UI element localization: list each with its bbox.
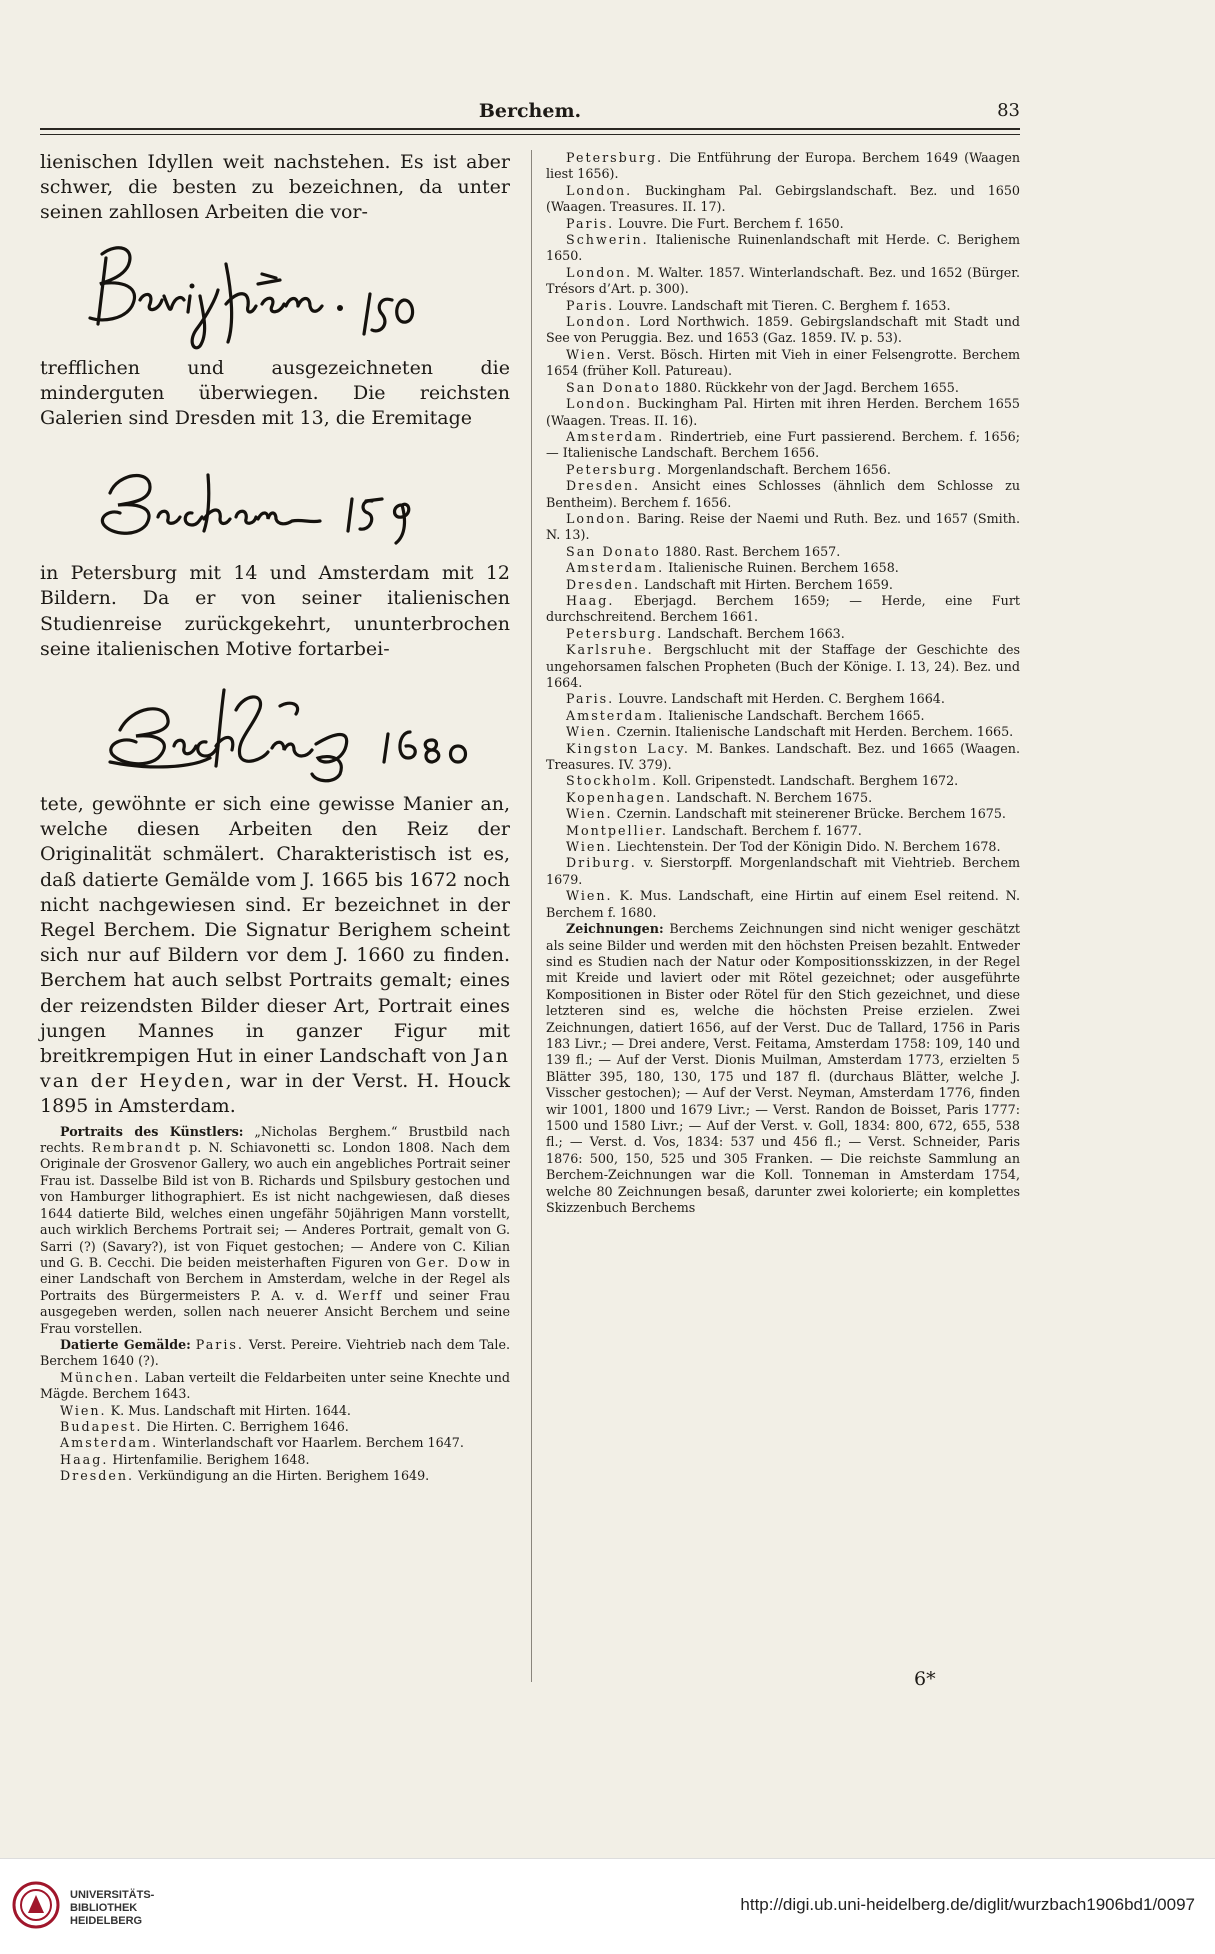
catalog-entry xyxy=(546,855,1020,888)
catalog-entry xyxy=(546,823,1020,839)
entry-text: Buckingham Pal. Hirten mit ihren Herden. Berchem 1655 (Waagen. Treas. II. 16). xyxy=(546,396,1020,428)
signature-berchem-1659 xyxy=(40,439,510,557)
city-name: Wien. xyxy=(566,346,613,362)
catalog-entry xyxy=(546,232,1020,265)
entry-text: Laban verteilt die Feldarbeiten unter seine Knechte und Mägde. Berchem 1643. xyxy=(40,1369,510,1402)
header-title: Berchem. xyxy=(478,100,582,122)
entry-text: K. Mus. Landschaft, eine Hirtin auf einem Esel reitend. N. Berchem f. 1680. xyxy=(546,888,1020,920)
city-name: Stockholm. xyxy=(566,773,659,789)
entry-text: Louvre. Landschaft mit Herden. C. Berghem 1664. xyxy=(614,691,945,707)
catalog-entry xyxy=(546,544,1020,560)
signature-drawing xyxy=(40,670,510,788)
catalog-entry xyxy=(546,806,1020,822)
city-name: Schwerin. xyxy=(566,232,649,248)
entry-text: Eberjagd. Berchem 1659; — Herde, eine Furt durchschreitend. Berchem 1661. xyxy=(546,592,1020,625)
city-name: Kopenhagen. xyxy=(566,789,673,805)
column-divider xyxy=(531,150,532,1682)
library-name xyxy=(70,1889,154,1928)
catalog-entry xyxy=(546,741,1020,774)
section-heading: Portraits des Künstlers: xyxy=(60,1123,244,1139)
catalog-entry xyxy=(546,511,1020,544)
catalog-entry xyxy=(546,708,1020,724)
city-name: Wien. xyxy=(566,806,613,822)
catalog-entry xyxy=(546,150,1020,183)
catalog-entry xyxy=(546,216,1020,232)
catalog-entry xyxy=(40,1370,510,1403)
city-name: Montpellier. xyxy=(566,822,668,838)
city-name: Dresden. xyxy=(60,1468,135,1484)
catalog-entry xyxy=(546,773,1020,789)
city-name: Paris. xyxy=(195,1336,244,1352)
artist-name: Ger. Dow xyxy=(416,1254,493,1270)
entry-text: Landschaft. N. Berchem 1675. xyxy=(672,789,873,805)
entry-text: Ansicht eines Schlosses (ähnlich dem Schlosse zu Bentheim). Berchem f. 1656. xyxy=(546,478,1020,510)
city-name: Haag. xyxy=(60,1451,109,1467)
catalog-entry xyxy=(546,298,1020,314)
entry-text: Baring. Reise der Naemi und Ruth. Bez. und 1657 (Smith. N. 13). xyxy=(546,510,1020,543)
catalog-entry xyxy=(546,314,1020,347)
catalog-entry xyxy=(546,347,1020,380)
signature-drawing xyxy=(40,439,510,557)
city-name: London. xyxy=(566,182,633,198)
text-run: und seiner Frau ausgegeben werden, sollen nach neuerer Ansicht Berchem und seine Frau vorstellen. xyxy=(40,1287,510,1336)
city-name: München. xyxy=(60,1369,141,1385)
drawings-section xyxy=(546,921,1020,1216)
catalog-entry xyxy=(546,691,1020,707)
city-name: Dresden. xyxy=(566,576,641,592)
entry-text: v. Sierstorpff. Morgenlandschaft mit Viehtrieb. Berchem 1679. xyxy=(546,855,1020,887)
sheet-signature-mark: 6* xyxy=(914,1668,936,1690)
catalog-entry xyxy=(40,1419,510,1435)
header-rule-thin xyxy=(40,134,1020,135)
city-name: London. xyxy=(566,264,633,280)
city-name: Petersburg. xyxy=(566,461,664,477)
catalog-entry xyxy=(546,888,1020,921)
paragraph: trefflichen und ausgezeichneten die minderguten überwiegen. Die reichsten Galerien sind Dresden mit 13, die Eremitage xyxy=(40,356,510,430)
entry-text: M. Bankes. Landschaft. Bez. und 1665 (Waagen. Treasures. IV. 379). xyxy=(546,740,1020,773)
catalog-entry xyxy=(40,1403,510,1419)
city-name: Amsterdam. xyxy=(566,428,665,444)
entry-text: Verkündigung an die Hirten. Berighem 1649. xyxy=(134,1468,430,1484)
city-name: Paris. xyxy=(566,691,615,707)
city-name: Amsterdam. xyxy=(60,1435,159,1451)
catalog-entry xyxy=(546,790,1020,806)
text-run: in einer Landschaft von Berchem in Amsterdam, welche in der Regel als Portraits des Bürgermeisters P. A. v. d. xyxy=(40,1254,510,1303)
header-rule-thick xyxy=(40,128,1020,130)
entry-text: Landschaft mit Hirten. Berchem 1659. xyxy=(640,576,893,592)
catalog-entry xyxy=(546,462,1020,478)
section-heading: Datierte Gemälde: xyxy=(60,1336,191,1352)
entry-text: Liechtenstein. Der Tod der Königin Dido. N. Berchem 1678. xyxy=(612,839,1001,855)
text-run: Verst. Pereire. Viehtrieb nach dem Tale. Berchem 1640 (?). xyxy=(40,1336,510,1369)
catalog-entry xyxy=(546,626,1020,642)
city-name: Wien. xyxy=(60,1402,107,1418)
city-name: Karlsruhe. xyxy=(566,642,654,658)
city-name: Petersburg. xyxy=(566,625,664,641)
city-name: Kingston Lacy. xyxy=(566,740,690,756)
catalog-entry xyxy=(546,380,1020,396)
section-heading: Zeichnungen: xyxy=(566,921,664,937)
city-name: Wien. xyxy=(566,888,613,904)
catalog-entry xyxy=(40,1468,510,1484)
catalog-entry xyxy=(546,396,1020,429)
catalog-entry xyxy=(546,265,1020,298)
paragraph xyxy=(40,792,510,1120)
city-name: Driburg. xyxy=(566,855,637,871)
catalog-entry xyxy=(546,429,1020,462)
city-name: London. xyxy=(566,510,633,526)
catalog-entry xyxy=(546,593,1020,626)
catalog-entry xyxy=(546,642,1020,691)
catalog-entry xyxy=(546,560,1020,576)
library-name-line: BIBLIOTHEK xyxy=(70,1902,138,1914)
entry-text: Italienische Ruinenlandschaft mit Herde. C. Berighem 1650. xyxy=(546,232,1020,264)
entry-text: Die Hirten. C. Berrighem 1646. xyxy=(142,1418,349,1434)
running-header xyxy=(40,100,1020,130)
city-name: Amsterdam. xyxy=(566,560,665,576)
entry-text: Die Entführung der Europa. Berchem 1649 (Waagen liest 1656). xyxy=(546,150,1020,182)
signature-berchem-1680 xyxy=(40,670,510,788)
entry-text: Landschaft. Berchem f. 1677. xyxy=(667,822,862,838)
entry-text: Hirtenfamilie. Berighem 1648. xyxy=(108,1451,310,1467)
entry-text: Lord Northwich. 1859. Gebirgslandschaft mit Stadt und See von Peruggia. Bez. und 1653 (Gaz. 1859. IV. p. 53). xyxy=(546,314,1020,346)
right-entry-list xyxy=(546,150,1020,921)
permalink-url[interactable]: http://digi.ub.uni-heidelberg.de/diglit/wurzbach1906bd1/0097 xyxy=(740,1895,1195,1914)
city-name: Petersburg. xyxy=(566,150,664,165)
entry-text: Italienische Landschaft. Berchem 1665. xyxy=(664,707,925,723)
entry-text: 1880. Rast. Berchem 1657. xyxy=(660,543,841,559)
entry-text: Koll. Gripenstedt. Landschaft. Berghem 1672. xyxy=(658,773,959,789)
library-name-line: HEIDELBERG xyxy=(70,1915,143,1927)
entry-text: Verst. Bösch. Hirten mit Vieh in einer Felsengrotte. Berchem 1654 (früher Koll. Patureau). xyxy=(546,346,1020,379)
signature-drawing xyxy=(40,234,510,352)
city-name: London. xyxy=(566,396,633,412)
page-number: 83 xyxy=(997,100,1020,121)
catalog-entry xyxy=(546,183,1020,216)
paragraph: in Petersburg mit 14 und Amsterdam mit 12 Bildern. Da er von seiner italienischen Studienreise zurückgekehrt, ununterbrochen seine italienischen Motive fortarbei- xyxy=(40,562,510,660)
city-name: Budapest. xyxy=(60,1418,143,1434)
city-name: Dresden. xyxy=(566,478,641,494)
entry-text: Bergschlucht mit der Staffage der Geschichte des ungehorsamen falschen Propheten (Buch der Könige. I. 13, 24). Bez. und 1664. xyxy=(546,642,1020,690)
city-name: Wien. xyxy=(566,724,613,740)
city-name: San Donato xyxy=(566,379,661,395)
seal-drawing xyxy=(12,1881,60,1929)
catalog-entry xyxy=(40,1435,510,1451)
catalog-entry xyxy=(40,1452,510,1468)
artist-name: Jan van der Heyden xyxy=(40,1045,510,1093)
portraits-section xyxy=(40,1124,510,1337)
text-run: Berchems Zeichnungen sind nicht weniger geschätzt als seine Bilder und werden mit den höchsten Preisen bezahlt. Entweder sind es Studien nach der Natur oder Kompositionsskizzen, in der Regel mit Kreide und laviert oder mit Rötel gezeichnet; oder ausgeführte Kompositionen in Bister oder Rötel für den Stich gezeichnet, und diese letzteren sind es, welche die höchsten Preise erzielen. Zwei Zeichnungen, datiert 1656, auf der Verst. Duc de Tallard, 1756 in Paris 183 Livr.; — Drei andere, Verst. Feitama, Amsterdam 1758: 109, 140 und 139 fl.; — Auf der Verst. Dionis Muilman, Amsterdam 1773, erzielten 5 Blätter 395, 180, 130, 175 und 187 fl. (durchaus Blätter, welche J. Visscher gestochen); — Auf der Verst. Neyman, Amsterdam 1776, finden wir 1001, 1800 und 1679 Livr.; — Verst. Randon de Boisset, Paris 1777: 1500 und 1580 Livr.; — Auf der Verst. v. Goll, 1834: 800, 672, 655, 538 fl.; — Verst. d. Vos, 1834: 537 und 456 fl.; — Verst. Schneider, Paris 1876: 500, 150, 525 und 305 Franken. — Die reichste Sammlung an Berchem-Zeichnungen war die Koll. Tonneman in Amsterdam 1754, welche 80 Zeichnungen besaß, darunter zwei kolorierte; ein komplettes Skizzenbuch Berchems xyxy=(546,921,1020,1215)
left-entry-list xyxy=(40,1370,510,1485)
entry-text: Italienische Ruinen. Berchem 1658. xyxy=(664,560,899,576)
signature-berighem-1650 xyxy=(40,234,510,352)
text-run: tete, gewöhnte er sich eine gewisse Manier an, welche diesen Arbeiten den Reiz der Originalität schmälert. Charakteristisch ist es, daß datierte Gemälde vom J. 1665 bis 1672 noch nicht nachgewiesen sind. Er bezeichnet in der Regel Berchem. Die Signatur Berighem scheint sich nur auf Bildern vor dem J. 1660 zu finden. Berchem hat auch selbst Portraits gemalt; eines der reizendsten Bilder dieser Art, Portrait eines jungen Mannes in ganzer Figur mit breitkrempigen Hut in einer Landschaft von xyxy=(40,793,510,1068)
left-column xyxy=(40,150,510,1485)
dated-paintings-section xyxy=(40,1337,510,1370)
city-name: Paris. xyxy=(566,297,615,313)
catalog-entry xyxy=(546,839,1020,855)
entry-text: Louvre. Landschaft mit Tieren. C. Berghem f. 1653. xyxy=(614,297,951,313)
text-run: p. N. Schiavonetti sc. London 1808. Nach dem Originale der Grosvenor Gallery, wo auch ein angebliches Portrait seiner Frau ist. Dasselbe Bild ist von B. Richards und Spilsbury gestochen und von Hamburger lithographiert. Es ist nicht nachgewiesen, daß dieses 1644 datierte Bild, welches einen ungefähr 50jährigen Mann vorstellt, auch wirklich Berchems Portrait sei; — Anderes Portrait, gemalt von G. Sarri (?) (Savary?), ist von Fiquet gestochen; — Andere von C. Kilian und G. B. Cecchi. Die beiden meisterhaften Figuren von xyxy=(40,1140,510,1270)
entry-text: Czernin. Landschaft mit steinerener Brücke. Berchem 1675. xyxy=(612,806,1006,822)
city-name: Haag. xyxy=(566,592,615,608)
entry-text: M. Walter. 1857. Winterlandschaft. Bez. und 1652 (Bürger. Trésors d’Art. p. 300). xyxy=(546,264,1020,297)
city-name: San Donato xyxy=(566,543,661,559)
city-name: Amsterdam. xyxy=(566,707,665,723)
entry-text: Morgenlandschaft. Berchem 1656. xyxy=(663,461,891,477)
entry-text: Louvre. Die Furt. Berchem f. 1650. xyxy=(614,215,844,231)
right-column xyxy=(546,150,1020,1216)
artist-name: Werff xyxy=(338,1287,384,1303)
city-name: London. xyxy=(566,314,633,330)
catalog-entry xyxy=(546,478,1020,511)
university-seal-icon xyxy=(12,1881,60,1929)
entry-text: Buckingham Pal. Gebirgslandschaft. Bez. und 1650 (Waagen. Treasures. II. 17). xyxy=(546,182,1020,215)
text-run: „Nicholas Berghem.“ Brustbild nach rechts. xyxy=(40,1123,510,1156)
text-run: , war in der Verst. H. Houck 1895 in Amsterdam. xyxy=(40,1070,510,1118)
paragraph: lienischen Idyllen weit nachstehen. Es ist aber schwer, die besten zu bezeichnen, da unter seinen zahllosen Arbeiten die vor- xyxy=(40,151,510,224)
entry-text: 1880. Rückkehr von der Jagd. Berchem 1655. xyxy=(660,379,959,395)
library-name-line: UNIVERSITÄTS- xyxy=(70,1889,155,1901)
artist-name: Rembrandt xyxy=(91,1140,182,1156)
city-name: Paris. xyxy=(566,215,615,231)
entry-text: Rindertrieb, eine Furt passierend. Berchem. f. 1656; — Italienische Landschaft. Berchem 1656. xyxy=(546,428,1020,461)
catalog-entry xyxy=(546,577,1020,593)
entry-text: Winterlandschaft vor Haarlem. Berchem 1647. xyxy=(158,1435,464,1451)
city-name: Wien. xyxy=(566,839,613,855)
catalog-entry xyxy=(546,724,1020,740)
entry-text: Czernin. Italienische Landschaft mit Herden. Berchem. 1665. xyxy=(612,724,1014,740)
entry-text: K. Mus. Landschaft mit Hirten. 1644. xyxy=(106,1402,351,1418)
entry-text: Landschaft. Berchem 1663. xyxy=(663,625,845,641)
viewer-footer xyxy=(0,1858,1215,1954)
